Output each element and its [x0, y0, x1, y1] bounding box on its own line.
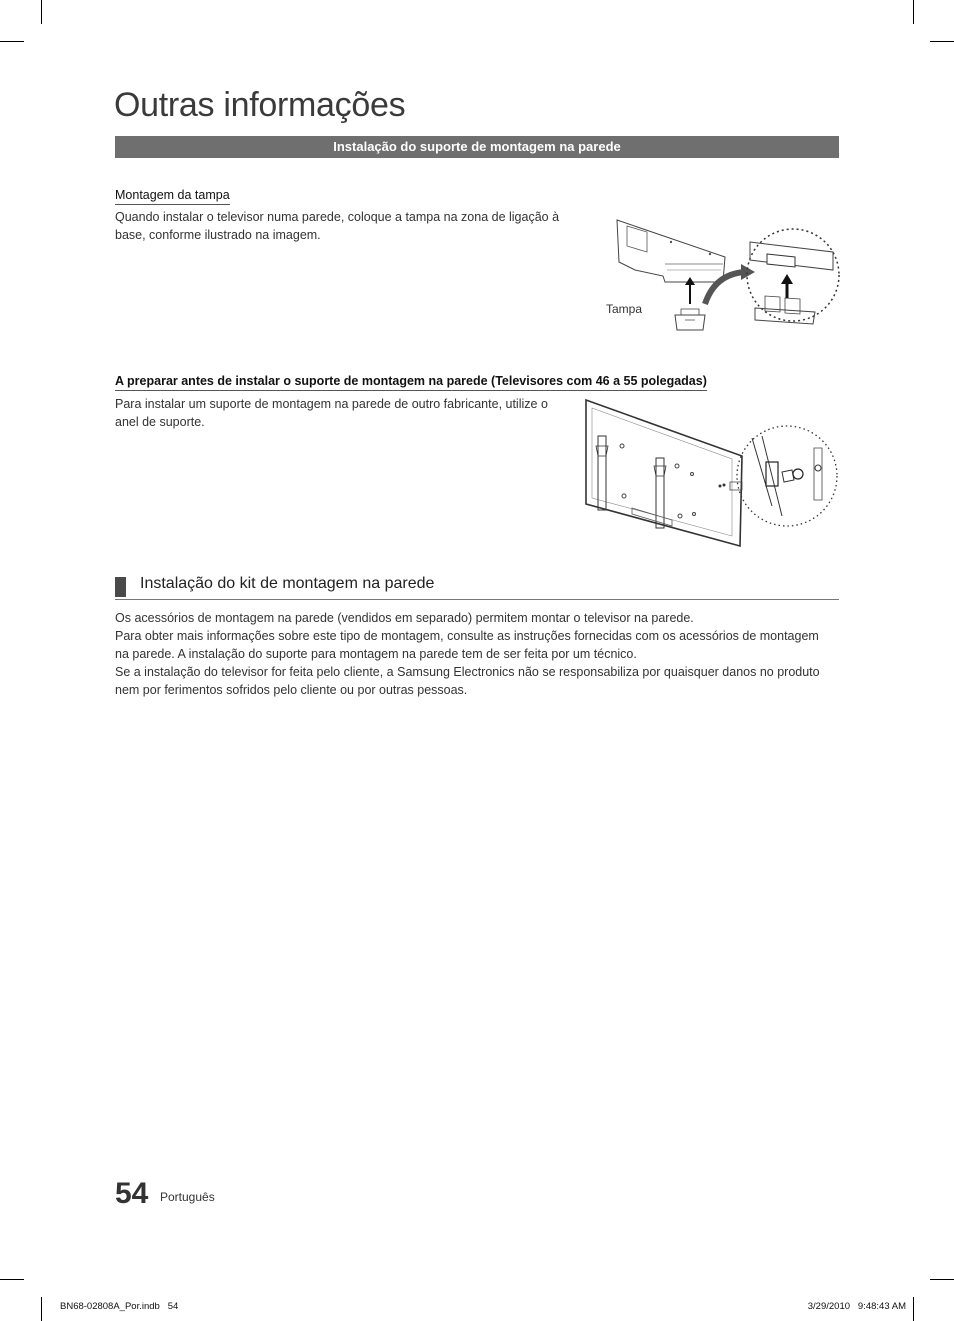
crop-mark [41, 0, 42, 24]
cover-text: Quando instalar o televisor numa parede, coloque a tampa na zona de ligação à base, conforme ilustrado na imagem. [115, 210, 560, 242]
cover-mounting-illustration [605, 212, 845, 342]
kit-divider [115, 599, 839, 600]
print-timestamp: 3/29/2010 9:48:43 AM [807, 1301, 906, 1312]
crop-mark [930, 1279, 954, 1280]
cover-figure-label: Tampa [606, 302, 643, 316]
prepare-heading: A preparar antes de instalar o suporte de montagem na parede (Televisores com 46 a 55 polegadas) [115, 374, 707, 391]
chapter-title: Outras informações [114, 86, 406, 124]
section-marker [115, 577, 126, 597]
kit-paragraph: Os acessórios de montagem na parede (vendidos em separado) permitem montar o televisor na parede. [115, 611, 694, 625]
cover-heading: Montagem da tampa [115, 188, 230, 205]
crop-mark [0, 41, 24, 42]
crop-mark [41, 1297, 42, 1321]
file-info: BN68-02808A_Por.indb 54 [60, 1301, 179, 1312]
crop-mark [913, 1297, 914, 1321]
prepare-text: Para instalar um suporte de montagem na parede de outro fabricante, utilize o anel de suporte. [115, 397, 548, 429]
wall-mount-preparation-illustration [582, 396, 840, 554]
crop-mark [0, 1279, 24, 1280]
kit-body [115, 609, 835, 699]
crop-mark [913, 0, 914, 24]
crop-mark [930, 41, 954, 42]
section-title-bar: Instalação do suporte de montagem na parede [115, 136, 839, 158]
kit-paragraph: Para obter mais informações sobre este tipo de montagem, consulte as instruções fornecidas com os acessórios de montagem na parede. A instalação do suporte para montagem na parede tem de ser feita por um técnico. [115, 629, 819, 661]
kit-paragraph: Se a instalação do televisor for feita pelo cliente, a Samsung Electronics não se responsabiliza por quaisquer danos no produto nem por ferimentos sofridos pelo cliente ou por outras pessoas. [115, 665, 820, 697]
page-number: 54 [115, 1177, 149, 1210]
kit-title: Instalação do kit de montagem na parede [140, 575, 435, 592]
page-language: Português [160, 1190, 215, 1204]
